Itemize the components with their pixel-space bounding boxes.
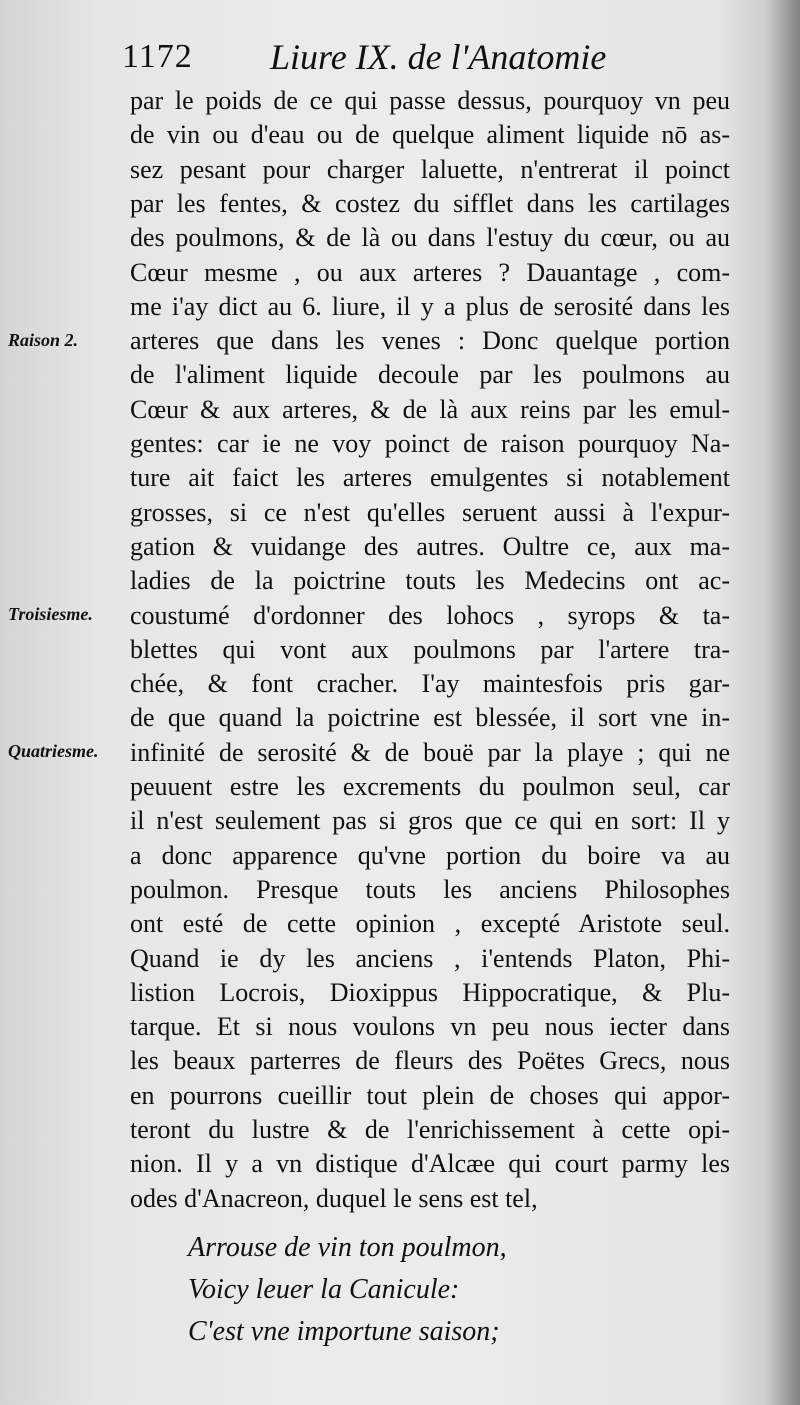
text-line: gentes: car ie ne voy poinct de raison pourquoy Na- <box>130 429 730 458</box>
text-line: de que quand la poictrine est blessée, il sort vne in- <box>130 703 730 733</box>
verse-line: C'est vne importune saison; <box>188 1316 500 1347</box>
text-line: sez pesant pour charger laluette, n'entrerat il poinct <box>130 154 730 184</box>
text-line: teront du lustre & de l'enrichissement à cette opi- <box>130 1115 730 1144</box>
text-line: tarque. Et si nous voulons vn peu nous iecter dans <box>130 1012 730 1042</box>
text-line: Quand ie dy les anciens , i'entends Platon, Phi- <box>130 943 730 973</box>
text-line: gation & vuidange des autres. Oultre ce, aux ma- <box>130 531 730 561</box>
text-line: arteres que dans les venes : Donc quelque portion <box>130 326 730 356</box>
margin-note-quatriesme: Quatriesme. <box>8 741 99 761</box>
page-header <box>122 36 642 80</box>
text-line: a donc apparence qu'vne portion du boire va au <box>130 840 730 870</box>
page-gutter-shadow <box>766 0 800 1405</box>
margin-note-troisiesme: Troisiesme. <box>8 604 93 624</box>
text-line: Cœur & aux arteres, & de là aux reins par les emul- <box>130 394 730 424</box>
text-line: me i'ay dict au 6. liure, il y a plus de serosité dans les <box>130 291 730 321</box>
text-line: par le poids de ce qui passe dessus, pourquoy vn peu <box>130 86 730 115</box>
text-line: ont esté de cette opinion , excepté Aristote seul. <box>130 909 730 939</box>
text-line: listion Locrois, Dioxippus Hippocratique, & Plu- <box>130 977 730 1007</box>
text-line: il n'est seulement pas si gros que ce qui en sort: Il y <box>130 806 730 836</box>
text-line: par les fentes, & costez du sifflet dans les cartilages <box>130 188 730 218</box>
text-line: nion. Il y a vn distique d'Alcæe qui court parmy les <box>130 1149 730 1179</box>
text-line: coustumé d'ordonner des lohocs , syrops & ta- <box>130 600 730 630</box>
verse-line: Arrouse de vin ton poulmon, <box>188 1232 507 1263</box>
margin-note-raison-2: Raison 2. <box>8 330 79 350</box>
text-line: les beaux parterres de fleurs des Poëtes Grecs, nous <box>130 1046 730 1076</box>
text-line: ture ait faict les arteres emulgentes si notablement <box>130 463 730 493</box>
text-line: des poulmons, & de là ou dans l'estuy du cœur, ou au <box>130 223 730 253</box>
text-line: infinité de serosité & de bouë par la playe ; qui ne <box>130 737 730 767</box>
text-line: peuuent estre les excrements du poulmon seul, car <box>130 772 730 801</box>
text-line: de vin ou d'eau ou de quelque aliment liquide nō as- <box>130 120 730 150</box>
text-line: odes d'Anacreon, duquel le sens est tel, <box>130 1183 538 1213</box>
page-number: 1172 <box>122 38 193 75</box>
running-title: Liure IX. de l'Anatomie <box>270 37 607 77</box>
text-line: grosses, si ce n'est qu'elles seruent aussi à l'expur- <box>130 497 730 527</box>
text-line: ladies de la poictrine touts les Medecins ont ac- <box>130 566 730 596</box>
text-line: blettes qui vont aux poulmons par l'artere tra- <box>130 634 730 664</box>
text-line: chée, & font cracher. I'ay maintesfois pris gar- <box>130 669 730 699</box>
text-line: en pourrons cueillir tout plein de choses qui appor- <box>130 1080 730 1110</box>
text-line: poulmon. Presque touts les anciens Philosophes <box>130 874 730 904</box>
text-line: de l'aliment liquide decoule par les poulmons au <box>130 360 730 390</box>
text-line: Cœur mesme , ou aux arteres ? Dauantage , com- <box>130 257 730 287</box>
verse-line: Voicy leuer la Canicule: <box>188 1274 460 1305</box>
